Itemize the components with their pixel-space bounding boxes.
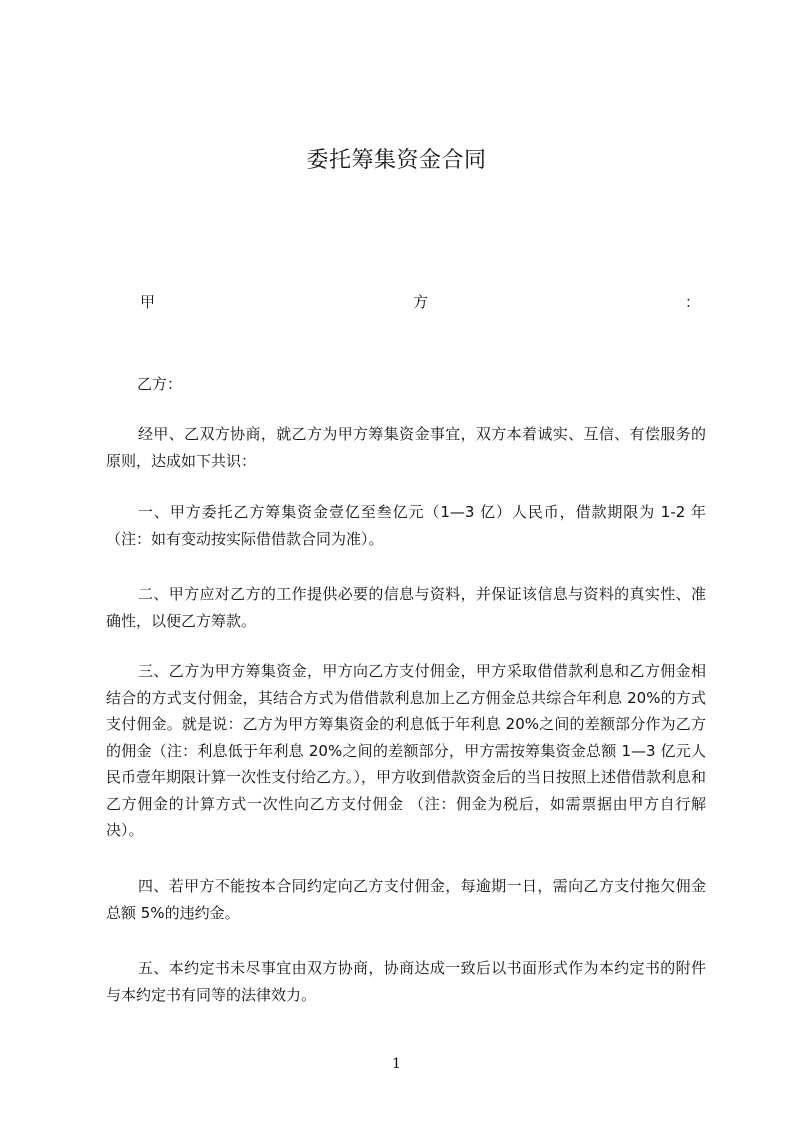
party-a-line: [140, 291, 701, 313]
clause-4-paragraph: 四、若甲方不能按本合同约定向乙方支付佣金，每逾期一日，需向乙方支付拖欠佣金总额 5%的违约金。: [106, 877, 706, 922]
clause-3-paragraph: 三、乙方为甲方筹集资金，甲方向乙方支付佣金，甲方采取借借款利息和乙方佣金相结合的方式支付佣金，其结合方式为借借款利息加上乙方佣金总共综合年利息 20%的方式支付佣金。就是说：乙方为甲方筹集资金的利息低于年利息 20%之间的差额部分作为乙方的佣金（注：利息低于年利息 20%之间的差额部分，甲方需按筹集资金总额 1—3 亿元人民币壹年期限计算一次性支付给乙方。），甲方收到借款资金后的当日按照上述借借款利息和乙方佣金的计算方式一次性向乙方支付佣金 （注：佣金为税后，如需票据由甲方自行解决）。: [106, 662, 707, 839]
party-a-colon: ：: [685, 293, 701, 311]
document-title: 委托筹集资金合同: [306, 148, 487, 173]
clause-5-paragraph: 五、本约定书未尽事宜由双方协商，协商达成一致后以书面形式作为本约定书的附件与本约定书有同等的法律效力。: [106, 959, 706, 1004]
party-b-line: 乙方：: [137, 375, 183, 393]
page-number: 1: [392, 1056, 401, 1072]
intro-paragraph: 经甲、乙双方协商，就乙方为甲方筹集资金事宜，双方本着诚实、互信、有偿服务的原则，达成如下共识：: [106, 425, 706, 470]
clause-2-paragraph: 二、甲方应对乙方的工作提供必要的信息与资料，并保证该信息与资料的真实性、准确性，以便乙方筹款。: [106, 585, 706, 630]
party-a-char-2: 方: [413, 293, 429, 311]
party-a-char-1: 甲: [140, 293, 156, 311]
clause-1-paragraph: 一、甲方委托乙方筹集资金壹亿至叁亿元（1—3 亿）人民币，借款期限为 1-2 年（注：如有变动按实际借借款合同为准）。: [106, 503, 706, 548]
